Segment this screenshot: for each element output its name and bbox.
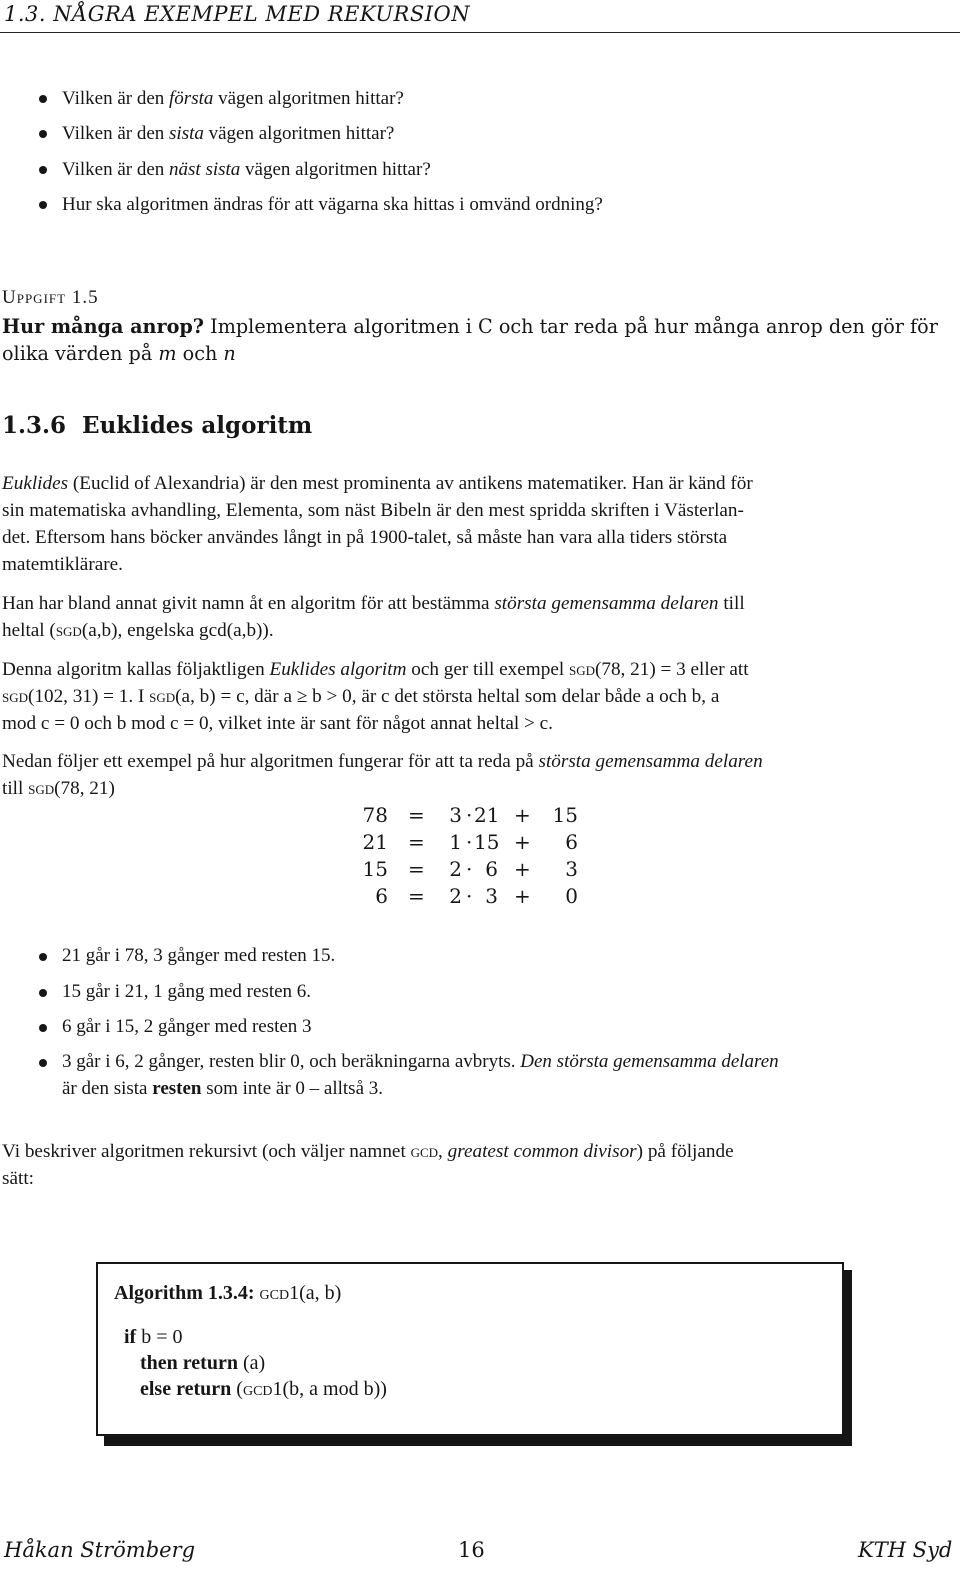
paragraph-text: (a,b), engelska gcd(a,b)). bbox=[81, 620, 274, 641]
emphasis: största gemensamma delaren bbox=[494, 593, 719, 614]
eq-remainder: 0 bbox=[565, 884, 578, 908]
eq-sign: = bbox=[408, 857, 425, 881]
header-title: 1.3. NÅGRA EXEMPEL MED REKURSION bbox=[4, 2, 471, 26]
question-text: Vilken är den bbox=[62, 88, 170, 109]
exercise-text: olika värden på bbox=[2, 342, 159, 365]
step-item bbox=[62, 1049, 779, 1075]
bullet-icon bbox=[39, 1024, 47, 1032]
paragraph-definition bbox=[2, 656, 942, 737]
step-item: 6 går i 15, 2 gånger med resten 3 bbox=[62, 1016, 312, 1037]
sgd-label: sgd bbox=[149, 686, 176, 707]
footer-author: Håkan Strömberg bbox=[4, 1538, 196, 1562]
algorithm-signature: 1(a, b) bbox=[289, 1282, 342, 1304]
paragraph-text: och ger till exempel bbox=[406, 659, 569, 680]
step-bold: resten bbox=[152, 1078, 202, 1099]
eq-factor: 2 bbox=[449, 884, 462, 908]
emphasis: Euklides algoritm bbox=[269, 659, 407, 680]
keyword-else-return: else return bbox=[140, 1378, 232, 1400]
paragraph-text: Han har bland annat givit namn åt en algoritm för att bestämma bbox=[2, 593, 495, 614]
section-number: 1.3.6 bbox=[2, 412, 67, 439]
bullet-icon bbox=[39, 953, 47, 961]
variable-n: n bbox=[223, 342, 236, 365]
eq-factor: 3 bbox=[449, 803, 462, 827]
bullet-icon bbox=[39, 130, 47, 138]
emphasis: största gemensamma delaren bbox=[538, 751, 763, 772]
eq-dot: · bbox=[466, 803, 473, 827]
algorithm-condition: b = 0 bbox=[136, 1326, 183, 1348]
sgd-label: sgd bbox=[568, 659, 595, 680]
keyword-then-return: then return bbox=[140, 1352, 238, 1374]
question-text: Vilken är den bbox=[62, 159, 170, 180]
eq-remainder: 6 bbox=[565, 830, 578, 854]
bullet-icon bbox=[39, 95, 47, 103]
exercise-text: och bbox=[176, 342, 224, 365]
algorithm-name: gcd bbox=[259, 1282, 290, 1304]
eq-plus: + bbox=[514, 857, 531, 881]
question-emphasis: sista bbox=[169, 123, 204, 144]
eq-lhs: 21 bbox=[362, 830, 388, 854]
emphasis: Den största gemensamma delaren bbox=[520, 1051, 779, 1072]
question-emphasis: näst sista bbox=[169, 159, 241, 180]
eq-divisor: 15 bbox=[474, 830, 500, 854]
bullet-icon bbox=[39, 1059, 47, 1067]
paragraph-example bbox=[2, 748, 942, 802]
eq-factor: 2 bbox=[449, 857, 462, 881]
emphasis: Euklides bbox=[2, 473, 69, 494]
eq-plus: + bbox=[514, 884, 531, 908]
step-item: 21 går i 78, 3 gånger med resten 15. bbox=[62, 945, 336, 966]
section-heading bbox=[2, 412, 312, 439]
eq-sign: = bbox=[408, 830, 425, 854]
bullet-icon bbox=[39, 201, 47, 209]
exercise-label bbox=[2, 285, 99, 311]
eq-lhs: 15 bbox=[362, 857, 388, 881]
paragraph-text: (78, 21) bbox=[54, 778, 115, 799]
running-header bbox=[0, 0, 960, 34]
eq-dot: · bbox=[466, 884, 473, 908]
header-rule bbox=[0, 32, 960, 33]
paragraph-text: till bbox=[718, 593, 745, 614]
eq-remainder: 15 bbox=[552, 803, 578, 827]
algorithm-label: Algorithm 1.3.4: bbox=[114, 1282, 255, 1304]
question-text: vägen algoritmen hittar? bbox=[203, 123, 395, 144]
step-item: 15 går i 21, 1 gång med resten 6. bbox=[62, 981, 312, 1002]
paragraph-sgd bbox=[2, 590, 942, 644]
algorithm-then-value: (a) bbox=[237, 1352, 266, 1374]
gcd-label: gcd bbox=[410, 1141, 439, 1162]
paragraph-text: matemtiklärare. bbox=[2, 554, 123, 575]
eq-divisor: 21 bbox=[474, 803, 500, 827]
exercise-title: Hur många anrop? bbox=[2, 315, 205, 338]
algorithm-line-else bbox=[140, 1376, 387, 1402]
step-text: är den sista bbox=[62, 1078, 153, 1099]
step-item-continued bbox=[62, 1076, 383, 1102]
eq-sign: = bbox=[408, 803, 425, 827]
algorithm-box bbox=[96, 1262, 844, 1436]
question-item bbox=[62, 121, 394, 147]
footer-org: KTH Syd bbox=[858, 1538, 953, 1562]
paragraph-text: Nedan följer ett exempel på hur algoritmen fungerar för att ta reda på bbox=[2, 751, 539, 772]
paragraph-text: (102, 31) = 1. I bbox=[28, 686, 150, 707]
question-text: Vilken är den bbox=[62, 123, 170, 144]
eq-remainder: 3 bbox=[565, 857, 578, 881]
question-text: Hur ska algoritmen ändras för att vägarna ska hittas i omvänd ordning? bbox=[62, 194, 603, 215]
question-item bbox=[62, 86, 404, 112]
question-text: vägen algoritmen hittar? bbox=[240, 159, 431, 180]
paragraph-text: sätt: bbox=[2, 1168, 34, 1189]
paragraph-text: Vi beskriver algoritmen rekursivt (och väljer namnet bbox=[2, 1141, 411, 1162]
eq-lhs: 78 bbox=[362, 803, 388, 827]
exercise-label-text: Uppgift 1.5 bbox=[2, 287, 99, 308]
eq-plus: + bbox=[514, 803, 531, 827]
eq-factor: 1 bbox=[449, 830, 462, 854]
exercise-body bbox=[2, 313, 942, 367]
eq-divisor: 3 bbox=[485, 884, 498, 908]
paragraph-text: , bbox=[438, 1141, 448, 1162]
paragraph-text: (78, 21) = 3 eller att bbox=[594, 659, 749, 680]
paragraph-text: ) på följande bbox=[636, 1141, 734, 1162]
paragraph-recursive bbox=[2, 1138, 942, 1192]
paragraph-euklides bbox=[2, 470, 942, 578]
algorithm-line-then bbox=[140, 1350, 265, 1376]
paragraph-text: sin matematiska avhandling, Elementa, som näst Bibeln är den mest spridda skriften i Västerlan- bbox=[2, 500, 744, 521]
eq-lhs: 6 bbox=[375, 884, 388, 908]
paragraph-text: (a, b) = c, där a ≥ b > 0, är c det största heltal som delar både a och b, a bbox=[175, 686, 720, 707]
paragraph-text: heltal ( bbox=[2, 620, 56, 641]
algorithm-name: gcd bbox=[242, 1378, 273, 1400]
emphasis: greatest common divisor bbox=[447, 1141, 637, 1162]
step-text: 3 går i 6, 2 gånger, resten blir 0, och beräkningarna avbryts. bbox=[62, 1051, 521, 1072]
eq-sign: = bbox=[408, 884, 425, 908]
paragraph-text: Denna algoritm kallas följaktligen bbox=[2, 659, 270, 680]
step-text: som inte är 0 – alltså 3. bbox=[201, 1078, 384, 1099]
eq-dot: · bbox=[466, 830, 473, 854]
page-number: 16 bbox=[458, 1538, 485, 1562]
eq-divisor: 6 bbox=[485, 857, 498, 881]
algorithm-else-value: ( bbox=[231, 1378, 243, 1400]
question-emphasis: första bbox=[169, 88, 214, 109]
question-item bbox=[62, 192, 603, 218]
algorithm-else-value: 1(b, a mod b)) bbox=[272, 1378, 387, 1400]
paragraph-text: (Euclid of Alexandria) är den mest prominenta av antikens matematiker. Han är känd för bbox=[68, 473, 753, 494]
variable-m: m bbox=[158, 342, 177, 365]
sgd-label: sgd bbox=[2, 686, 29, 707]
bullet-icon bbox=[39, 989, 47, 997]
eq-dot: · bbox=[466, 857, 473, 881]
question-text: vägen algoritmen hittar? bbox=[213, 88, 404, 109]
paragraph-text: mod c = 0 och b mod c = 0, vilket inte är sant för något annat heltal > c. bbox=[2, 713, 553, 734]
exercise-text: Implementera algoritmen i C och tar reda på hur många anrop den gör för bbox=[204, 315, 938, 338]
eq-plus: + bbox=[514, 830, 531, 854]
paragraph-text: till bbox=[2, 778, 29, 799]
paragraph-text: det. Eftersom hans böcker användes långt in på 1900-talet, så måste han vara alla tiders största bbox=[2, 527, 728, 548]
sgd-label: sgd bbox=[28, 778, 55, 799]
sgd-label: sgd bbox=[55, 620, 82, 641]
algorithm-line-if bbox=[124, 1324, 183, 1350]
question-item bbox=[62, 157, 431, 183]
bullet-icon bbox=[39, 166, 47, 174]
section-title: Euklides algoritm bbox=[82, 412, 313, 439]
keyword-if: if bbox=[124, 1326, 137, 1348]
algorithm-header bbox=[114, 1280, 341, 1306]
